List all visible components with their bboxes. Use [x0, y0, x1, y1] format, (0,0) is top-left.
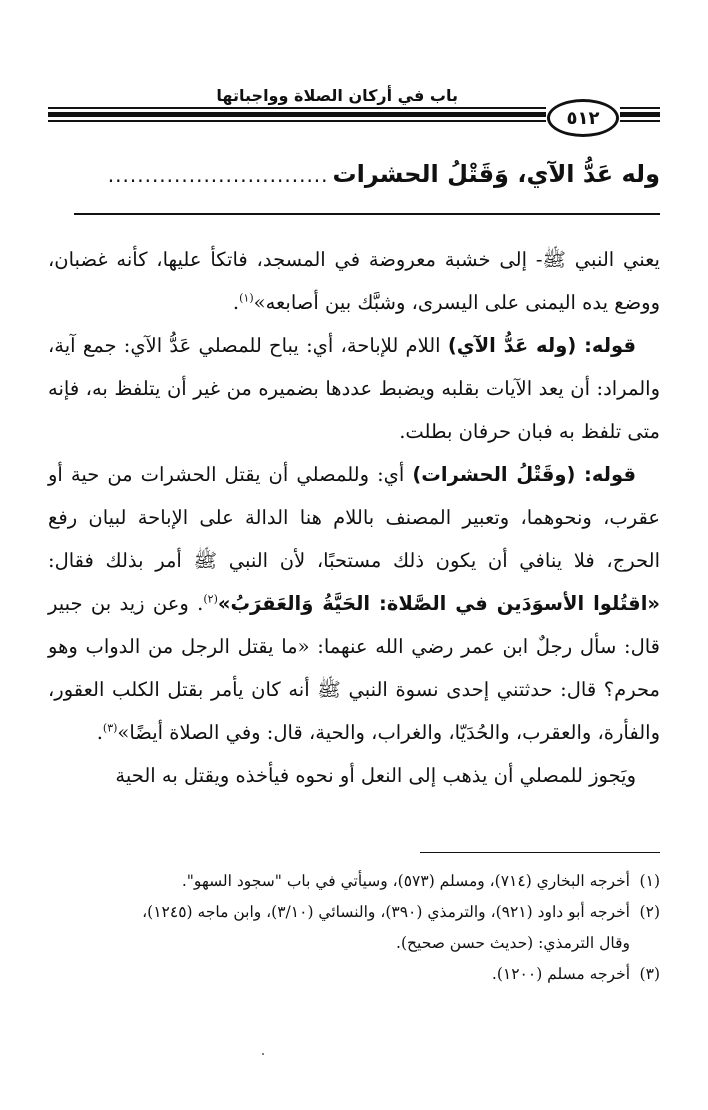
matn-text: وله عَدُّ الآي، وَقَتْلُ الحشرات — [332, 160, 660, 188]
matn-heading — [48, 160, 660, 188]
header-rule-right-thick — [620, 112, 660, 117]
footnote-2-continued: وقال الترمذي: (حديث حسن صحيح). — [396, 934, 630, 952]
commentary-label: قوله: (وله عَدُّ الآي) — [447, 334, 637, 357]
running-header-title: باب في أركان الصلاة وواجباتها — [216, 86, 458, 105]
footnote-separator — [420, 852, 660, 853]
footnote-ref-1: (١) — [239, 291, 254, 305]
header-rule-thin-top — [48, 107, 546, 109]
paragraph-4: ويَجوز للمصلي أن يذهب إلى النعل أو نحوه فيأخذه ويقتل به الحية — [115, 764, 636, 787]
body-text — [48, 238, 660, 797]
matn-rule — [74, 213, 660, 215]
paragraph-3: قوله: (وقَتْلُ الحشرات) أي: وللمصلي أن يقتل الحشرات من حية أو عقرب، ونحوهما، وتعبير المصنف باللام هنا الدالة على الإباحة لبيان رفع الحرج، فلا ينافي أن يكون ذلك مستحبًا، لأن النبي ﷺ أمر بذلك فقال: «اقتُلوا الأسوَدَين في الصَّلاة: الحَيَّةُ وَالعَقرَبُ»$^{(٢)}$. وعن زيد بن جبير قال: سأل رجلٌ ابن عمر رضي الله عنهما: «ما يقتل الرجل من الدواب وهو محرم؟ قال: حدثتني إحدى نسوة النبي ﷺ أنه كان يأمر بقتل الكلب العقور، والفأرة، والعقرب، والحُدَيّا، والغراب، والحية، قال: وفي الصلاة أيضًا»$^{(٣)}$. — [48, 463, 660, 744]
footnote-ref-3: (٣) — [102, 721, 118, 735]
paragraph-2: قوله: (وله عَدُّ الآي) اللام للإباحة، أي: يباح للمصلي عَدُّ الآي: جمع آية، والمراد: أن يعد الآيات بقلبه ويضبط عددها بضميره من غير أن يتلفظ به، فإنه متى تلفظ به فبان حرفان بطلت. — [48, 334, 660, 443]
scan-speck — [262, 1053, 264, 1055]
hadith-quote: «اقتُلوا الأسوَدَين في الصَّلاة: الحَيَّةُ وَالعَقرَبُ» — [217, 592, 660, 615]
paragraph-1: يعني النبي ﷺ- إلى خشبة معروضة في المسجد، فاتكأ عليها، كأنه غضبان، ووضع يده اليمنى على اليسرى، وشبَّك بين أصابعه»$^{(١)}$. — [48, 248, 660, 314]
page-number: ٥١٢ — [547, 99, 619, 137]
header-rule-thick — [48, 112, 546, 117]
footnote-3: (٣)أخرجه مسلم (١٢٠٠). — [491, 965, 660, 983]
header-rule-thin-bottom — [48, 120, 546, 122]
footnote-2: (٢)أخرجه أبو داود (٩٢١)، والترمذي (٣٩٠)، والنسائي (٣/١٠)، وابن ماجه (١٢٤٥)، — [142, 903, 660, 921]
matn-dots: .............................. — [107, 163, 329, 187]
footnote-1: (١)أخرجه البخاري (٧١٤)، ومسلم (٥٧٣)، وسيأتي في باب "سجود السهو". — [181, 872, 660, 890]
header-rule-right-bottom — [620, 120, 660, 122]
commentary-label: قوله: (وقَتْلُ الحشرات) — [412, 463, 636, 486]
footnote-ref-2: (٢) — [203, 592, 218, 606]
footnotes — [48, 866, 660, 990]
header-rule-right-top — [620, 107, 660, 109]
